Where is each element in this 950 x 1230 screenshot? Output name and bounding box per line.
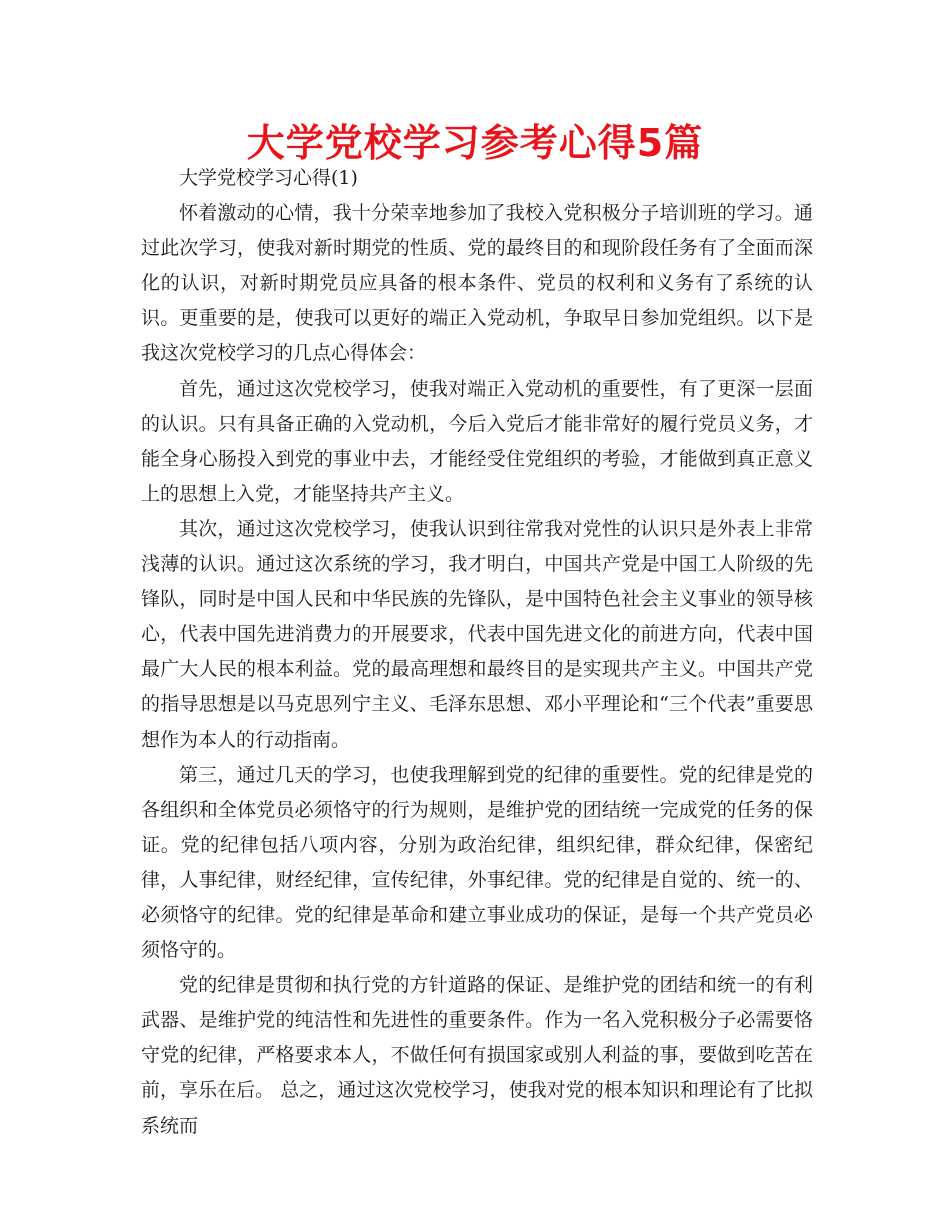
paragraph-1: 怀着激动的心情，我十分荣幸地参加了我校入党积极分子培训班的学习。通过此次学习，使我对新时期党的性质、党的最终目的和现阶段任务有了全面而深化的认识，对新时期党员应具备的根本条件、党员的权利和义务有了系统的认识。更重要的是，使我可以更好的端正入党动机，争取早日参加党组织。以下是我这次党校学习的几点心得体会：	[141, 202, 813, 365]
paragraph-2: 首先，通过这次党校学习，使我对端正入党动机的重要性，有了更深一层面的认识。只有具备正确的入党动机，今后入党后才能非常好的履行党员义务，才能全身心肠投入到党的事业中去，才能经受住党组织的考验，才能做到真正意义上的思想上入党，才能坚持共产主义。	[141, 377, 813, 505]
paragraph-5: 党的纪律是贯彻和执行党的方针道路的保证、是维护党的团结和统一的有利武器、是维护党的纯洁性和先进性的重要条件。作为一名入党积极分子必需要恪守党的纪律，严格要求本人，不做任何有损国家或别人利益的事，要做到吃苦在前，享乐在后。 总之，通过这次党校学习，使我对党的根本知识和理论有了比拟系统而	[141, 974, 813, 1137]
section-heading: 大学党校学习心得(1)	[179, 167, 358, 189]
document-body	[141, 161, 813, 1144]
paragraph-4: 第三，通过几天的学习，也使我理解到党的纪律的重要性。党的纪律是党的各组织和全体党员必须恪守的行为规则，是维护党的团结统一完成党的任务的保证。党的纪律包括八项内容，分别为政治纪律，组织纪律，群众纪律，保密纪律，人事纪律，财经纪律，宣传纪律，外事纪律。党的纪律是自觉的、统一的、必须恪守的纪律。党的纪律是革命和建立事业成功的保证，是每一个共产党员必须恪守的。	[141, 763, 813, 962]
document-title: 大学党校学习参考心得5篇	[246, 121, 704, 165]
paragraph-3: 其次，通过这次党校学习，使我认识到往常我对党性的认识只是外表上非常浅薄的认识。通过这次系统的学习，我才明白，中国共产党是中国工人阶级的先锋队，同时是中国人民和中华民族的先锋队，是中国特色社会主义事业的领导核心，代表中国先进消费力的开展要求，代表中国先进文化的前进方向，代表中国最广大人民的根本利益。党的最高理想和最终目的是实现共产主义。中国共产党的指导思想是以马克思列宁主义、毛泽东思想、邓小平理论和“三个代表”重要思想作为本人的行动指南。	[141, 517, 813, 751]
